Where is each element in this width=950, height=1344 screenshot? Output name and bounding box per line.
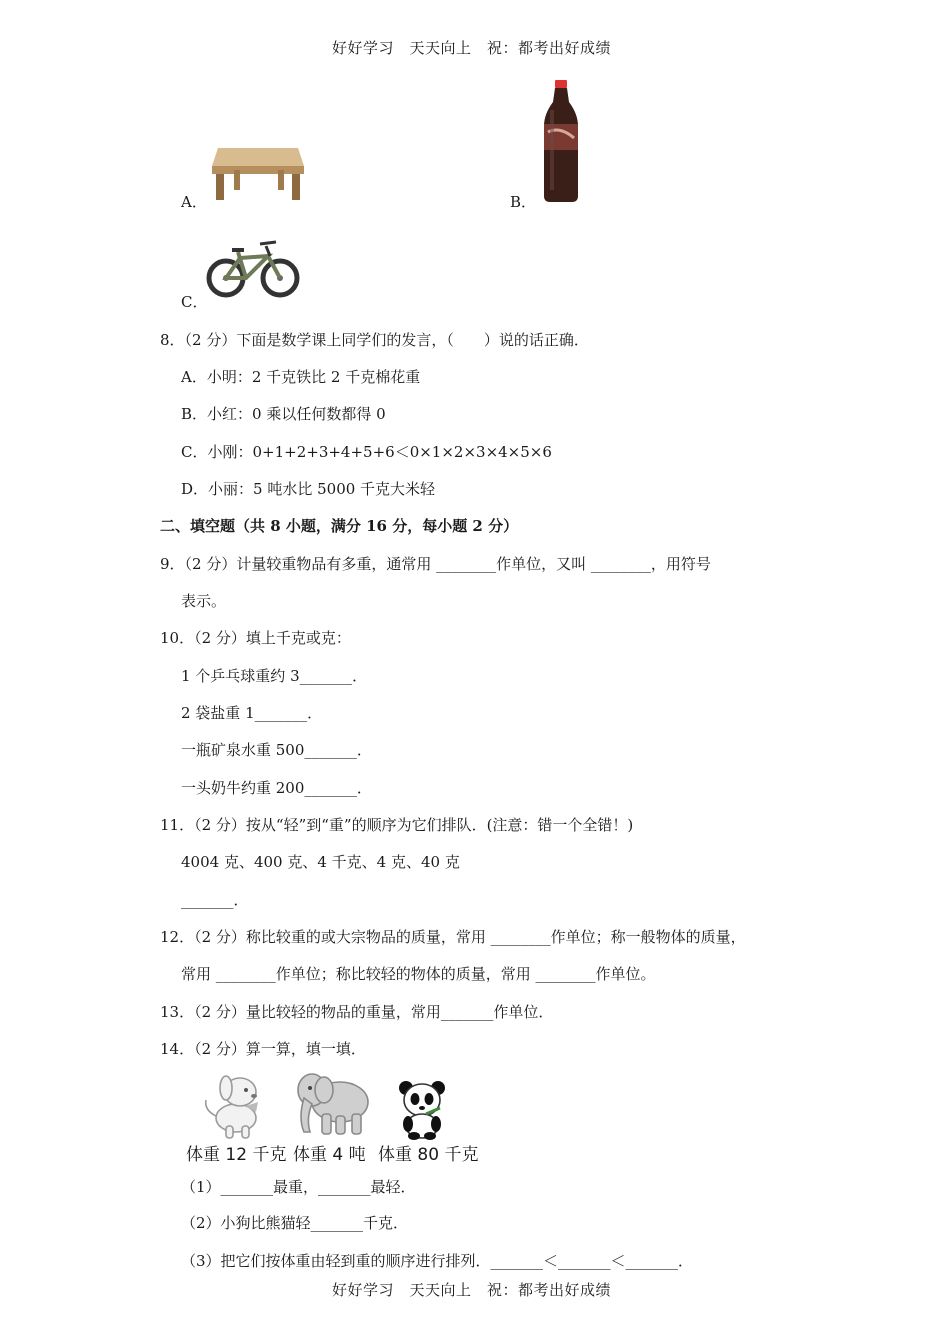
question-9-line2: 表示。 xyxy=(181,592,227,610)
question-10-item-3: 一瓶矿泉水重 500_______． xyxy=(181,741,372,759)
question-8-option-c: C．小刚：0+1+2+3+4+5+6＜0×1×2×3×4×5×6 xyxy=(181,443,552,461)
question-11-blank: _______． xyxy=(181,891,249,909)
question-8-option-d: D．小丽：5 吨水比 5000 千克大米轻 xyxy=(181,480,436,498)
dog-icon xyxy=(196,1072,270,1140)
question-14-sub-1: （1）_______最重，_______最轻． xyxy=(181,1178,416,1196)
page-footer: 好好学习 天天向上 祝：都考出好成绩 xyxy=(332,1281,612,1299)
question-10-item-1: 1 个乒乓球重约 3_______． xyxy=(181,667,368,685)
table-icon xyxy=(210,140,306,204)
question-12-line2: 常用 ________作单位；称比较轻的物体的质量，常用 ________作单位。 xyxy=(181,965,656,983)
question-10-stem: 10．（2 分）填上千克或克： xyxy=(160,629,351,647)
question-9-line1: 9．（2 分）计量较重物品有多重，通常用 ________作单位，又叫 ________，用符号 xyxy=(160,555,711,573)
page-header: 好好学习 天天向上 祝：都考出好成绩 xyxy=(332,39,612,57)
panda-weight-label: 体重 80 千克 xyxy=(378,1145,479,1165)
question-13: 13．（2 分）量比较轻的物品的重量，常用_______作单位． xyxy=(160,1003,554,1021)
option-c-label: C． xyxy=(181,293,208,311)
question-14-sub-3: （3）把它们按体重由轻到重的顺序进行排列．_______＜_______＜_______． xyxy=(181,1252,694,1270)
dog-weight-label: 体重 12 千克 xyxy=(186,1145,287,1165)
bottle-icon xyxy=(538,80,584,204)
elephant-weight-label: 体重 4 吨 xyxy=(293,1145,366,1165)
question-14-sub-2: （2）小狗比熊猫轻_______千克． xyxy=(181,1214,409,1232)
question-8-stem: 8．（2 分）下面是数学课上同学们的发言，（ ）说的话正确． xyxy=(160,331,589,349)
option-b-label: B． xyxy=(510,193,537,211)
question-14-stem: 14．（2 分）算一算，填一填． xyxy=(160,1040,366,1058)
question-10-item-2: 2 袋盐重 1_______． xyxy=(181,704,323,722)
section-2-title: 二、填空题（共 8 小题，满分 16 分，每小题 2 分） xyxy=(160,517,519,535)
question-8-option-b: B．小红：0 乘以任何数都得 0 xyxy=(181,405,386,423)
question-10-item-4: 一头奶牛约重 200_______． xyxy=(181,779,372,797)
option-a-label: A． xyxy=(181,193,207,211)
question-11-stem: 11．（2 分）按从“轻”到“重”的顺序为它们排队．(注意：错一个全错！) xyxy=(160,816,634,834)
panda-icon xyxy=(396,1078,450,1140)
question-11-items: 4004 克、400 克、4 千克、4 克、40 克 xyxy=(181,853,460,871)
elephant-icon xyxy=(290,1066,376,1140)
question-12-line1: 12．（2 分）称比较重的或大宗物品的质量，常用 ________作单位；称一般物体的质量， xyxy=(160,928,746,946)
question-8-option-a: A．小明：2 千克铁比 2 千克棉花重 xyxy=(181,368,421,386)
bicycle-icon xyxy=(206,236,300,300)
